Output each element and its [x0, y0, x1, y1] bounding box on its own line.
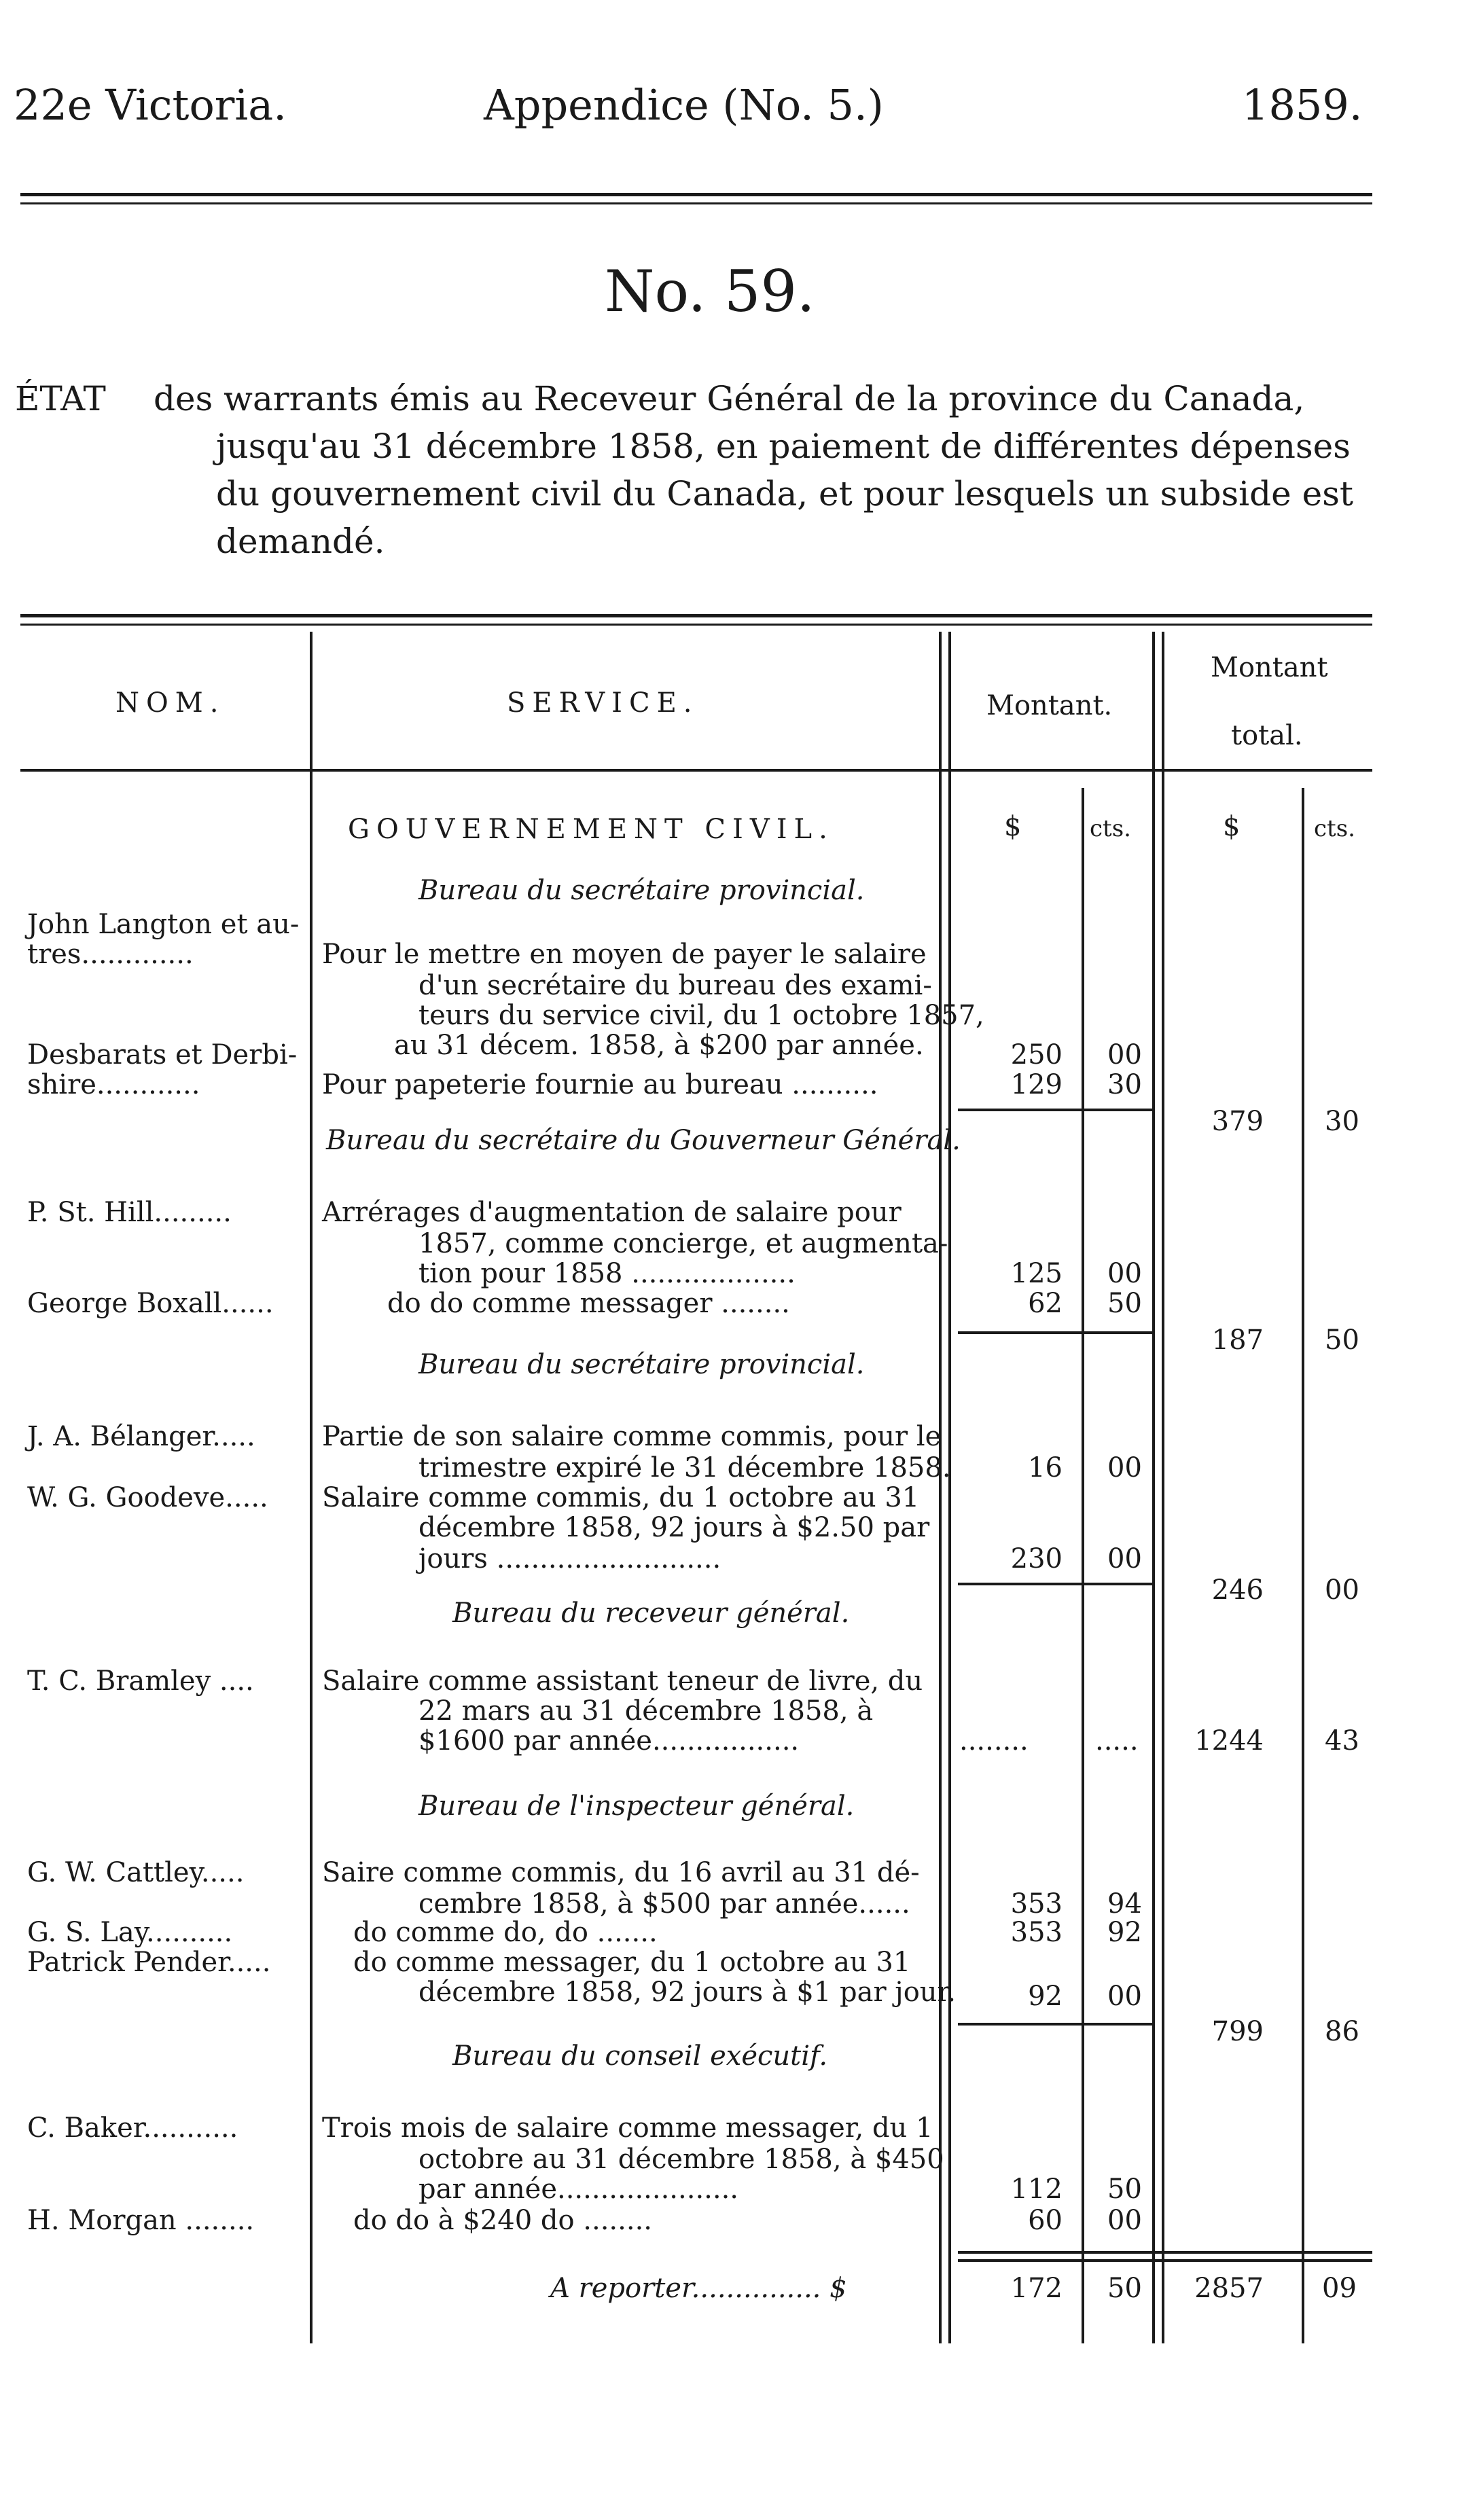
- table-header-rule: [20, 769, 1372, 772]
- header-left: 22e Victoria.: [14, 80, 287, 130]
- currency-cts: cts.: [1090, 815, 1131, 842]
- row-service: décembre 1858, 92 jours à $2.50 par: [418, 1512, 930, 1543]
- total-cents: 30: [1325, 1106, 1359, 1137]
- row-name: G. S. Lay..........: [27, 1917, 233, 1948]
- row-service: do do à $240 do ........: [353, 2205, 652, 2236]
- row-service: Salaire comme assistant teneur de livre, du: [322, 1666, 923, 1697]
- carry-forward-text: A reporter............... $: [550, 2273, 847, 2304]
- col-line-montant-1: [1152, 632, 1155, 2343]
- row-name: P. St. Hill.........: [27, 1197, 232, 1228]
- row-dollars: 230: [1010, 1543, 1063, 1574]
- row-cents: .....: [1095, 1725, 1139, 1757]
- col-line-name: [310, 632, 313, 2343]
- row-service: d'un secrétaire du bureau des exami-: [418, 970, 932, 1001]
- total-dollars: 799: [1211, 2016, 1264, 2047]
- row-service: 1857, comme concierge, et augmenta-: [418, 1228, 948, 1259]
- row-dollars: 92: [1028, 1981, 1063, 2012]
- subtotal-rule: [958, 1583, 1152, 1585]
- total-cents: 50: [1325, 1325, 1359, 1356]
- row-cents: 00: [1107, 1543, 1142, 1574]
- row-dollars: 60: [1028, 2205, 1063, 2236]
- row-cents: 50: [1107, 1288, 1142, 1319]
- row-cents: 50: [1107, 2174, 1142, 2205]
- row-name: John Langton et au-: [27, 909, 300, 940]
- row-service: Salaire comme commis, du 1 octobre au 31: [322, 1482, 920, 1513]
- header-rule-1: [20, 193, 1372, 196]
- row-cents: 00: [1107, 1981, 1142, 2012]
- intro-line-4: demandé.: [216, 522, 385, 561]
- row-name: H. Morgan ........: [27, 2205, 255, 2236]
- intro-line-3: du gouvernement civil du Canada, et pour lesquels un subside est: [216, 474, 1353, 514]
- row-name: G. W. Cattley.....: [27, 1857, 245, 1888]
- row-service: 22 mars au 31 décembre 1858, à: [418, 1695, 874, 1727]
- row-cents: 00: [1107, 1258, 1142, 1289]
- row-dollars: 112: [1010, 2174, 1063, 2205]
- row-service: jours ..........................: [418, 1543, 721, 1574]
- row-service: tion pour 1858 ...................: [418, 1258, 796, 1289]
- row-dollars: 16: [1028, 1452, 1063, 1483]
- bureau-heading: Bureau de l'inspecteur général.: [418, 1790, 855, 1822]
- total-dollars: 379: [1211, 1106, 1264, 1137]
- col-header-service: SERVICE.: [507, 687, 699, 719]
- row-cents: 00: [1107, 1452, 1142, 1483]
- row-cents: 00: [1107, 1039, 1142, 1070]
- bureau-heading: Bureau du conseil exécutif.: [452, 2040, 828, 2072]
- header-right: 1859.: [1242, 80, 1363, 130]
- row-service: do do comme messager ........: [387, 1288, 790, 1319]
- header-center: Appendice (No. 5.): [484, 80, 884, 130]
- footer-rule-2: [958, 2259, 1372, 2262]
- carry-forward-cents: 50: [1107, 2273, 1142, 2304]
- row-service: Arrérages d'augmentation de salaire pour: [322, 1197, 902, 1228]
- row-dollars: 353: [1010, 1917, 1063, 1948]
- header-rule-2: [20, 202, 1372, 204]
- col-line-montant-2: [1162, 632, 1164, 2343]
- footer-rule: [958, 2251, 1372, 2254]
- intro-lead: ÉTAT: [15, 379, 106, 418]
- col-header-total-1: Montant: [1211, 652, 1328, 683]
- col-line-service-2: [948, 632, 951, 2343]
- row-cents: 92: [1107, 1917, 1142, 1948]
- row-dollars: 129: [1010, 1069, 1063, 1100]
- row-name: C. Baker...........: [27, 2112, 238, 2144]
- row-dollars: 125: [1010, 1258, 1063, 1289]
- col-header-nom: NOM.: [115, 687, 226, 719]
- row-name: T. C. Bramley ....: [27, 1666, 254, 1697]
- row-dollars: 62: [1028, 1288, 1063, 1319]
- subtotal-rule: [958, 1331, 1152, 1334]
- row-name: Desbarats et Derbi-: [27, 1039, 298, 1070]
- col-line-dollars: [1082, 788, 1084, 2343]
- col-line-total-dollars: [1302, 788, 1304, 2343]
- total-dollars: 187: [1211, 1325, 1264, 1356]
- row-cents: 94: [1107, 1888, 1142, 1920]
- col-header-montant: Montant.: [986, 690, 1113, 721]
- intro-line-2: jusqu'au 31 décembre 1858, en paiement de différentes dépenses: [216, 427, 1351, 466]
- col-header-total-2: total.: [1231, 720, 1303, 751]
- carry-forward-label: [550, 2273, 847, 2304]
- section-title: GOUVERNEMENT CIVIL.: [348, 814, 834, 845]
- row-name: Patrick Pender.....: [27, 1947, 271, 1978]
- carry-forward-total-cents: 09: [1322, 2273, 1357, 2304]
- row-dollars: 250: [1010, 1039, 1063, 1070]
- col-line-service-1: [939, 632, 942, 2343]
- table-top-rule-1: [20, 614, 1372, 617]
- total-cents: 43: [1325, 1725, 1359, 1757]
- row-name: tres.............: [27, 939, 194, 970]
- total-cents: 86: [1325, 2016, 1359, 2047]
- bureau-heading: Bureau du secrétaire provincial.: [418, 1349, 865, 1380]
- row-name: George Boxall......: [27, 1288, 274, 1319]
- total-dollars: 1244: [1194, 1725, 1264, 1757]
- row-service: Pour papeterie fournie au bureau ..........: [322, 1069, 878, 1100]
- table-top-rule-2: [20, 624, 1372, 626]
- row-service: Partie de son salaire comme commis, pour le: [322, 1421, 942, 1452]
- row-service: au 31 décem. 1858, à $200 par année.: [394, 1030, 924, 1061]
- row-service: décembre 1858, 92 jours à $1 par jour.: [418, 1977, 956, 2008]
- currency-dollar-total: $: [1223, 811, 1241, 842]
- row-service: $1600 par année.................: [418, 1725, 800, 1757]
- row-service: cembre 1858, à $500 par année......: [418, 1888, 910, 1920]
- subtotal-rule: [958, 2023, 1152, 2026]
- row-service: Pour le mettre en moyen de payer le salaire: [322, 939, 927, 970]
- row-cents: 30: [1107, 1069, 1142, 1100]
- row-service: teurs du service civil, du 1 octobre 1857,: [418, 1000, 984, 1031]
- intro-line-1: des warrants émis au Receveur Général de la province du Canada,: [154, 379, 1305, 418]
- row-service: octobre au 31 décembre 1858, à $450: [418, 2144, 944, 2175]
- carry-forward-total-dollars: 2857: [1194, 2273, 1264, 2304]
- row-service: do comme do, do .......: [353, 1917, 658, 1948]
- row-service: Trois mois de salaire comme messager, du 1: [322, 2112, 933, 2144]
- doc-number: No. 59.: [605, 258, 815, 325]
- currency-cts-total: cts.: [1314, 815, 1355, 842]
- bureau-heading: Bureau du receveur général.: [452, 1598, 850, 1629]
- subtotal-rule: [958, 1109, 1152, 1111]
- total-dollars: 246: [1211, 1574, 1264, 1606]
- total-cents: 00: [1325, 1574, 1359, 1606]
- row-name: J. A. Bélanger.....: [27, 1421, 255, 1452]
- row-service: trimestre expiré le 31 décembre 1858.: [418, 1452, 951, 1483]
- row-dollars: 353: [1010, 1888, 1063, 1920]
- row-service: par année.....................: [418, 2174, 739, 2205]
- row-name: W. G. Goodeve.....: [27, 1482, 268, 1513]
- row-service: Saire comme commis, du 16 avril au 31 dé-: [322, 1857, 920, 1888]
- row-dollars: ........: [959, 1725, 1029, 1757]
- currency-dollar: $: [1004, 811, 1022, 842]
- row-cents: 00: [1107, 2205, 1142, 2236]
- row-service: do comme messager, du 1 octobre au 31: [353, 1947, 911, 1978]
- bureau-heading: Bureau du secrétaire du Gouverneur Général.: [326, 1125, 961, 1156]
- bureau-heading: Bureau du secrétaire provincial.: [418, 875, 865, 906]
- row-name: shire............: [27, 1069, 200, 1100]
- carry-forward-dollars: 172: [1010, 2273, 1063, 2304]
